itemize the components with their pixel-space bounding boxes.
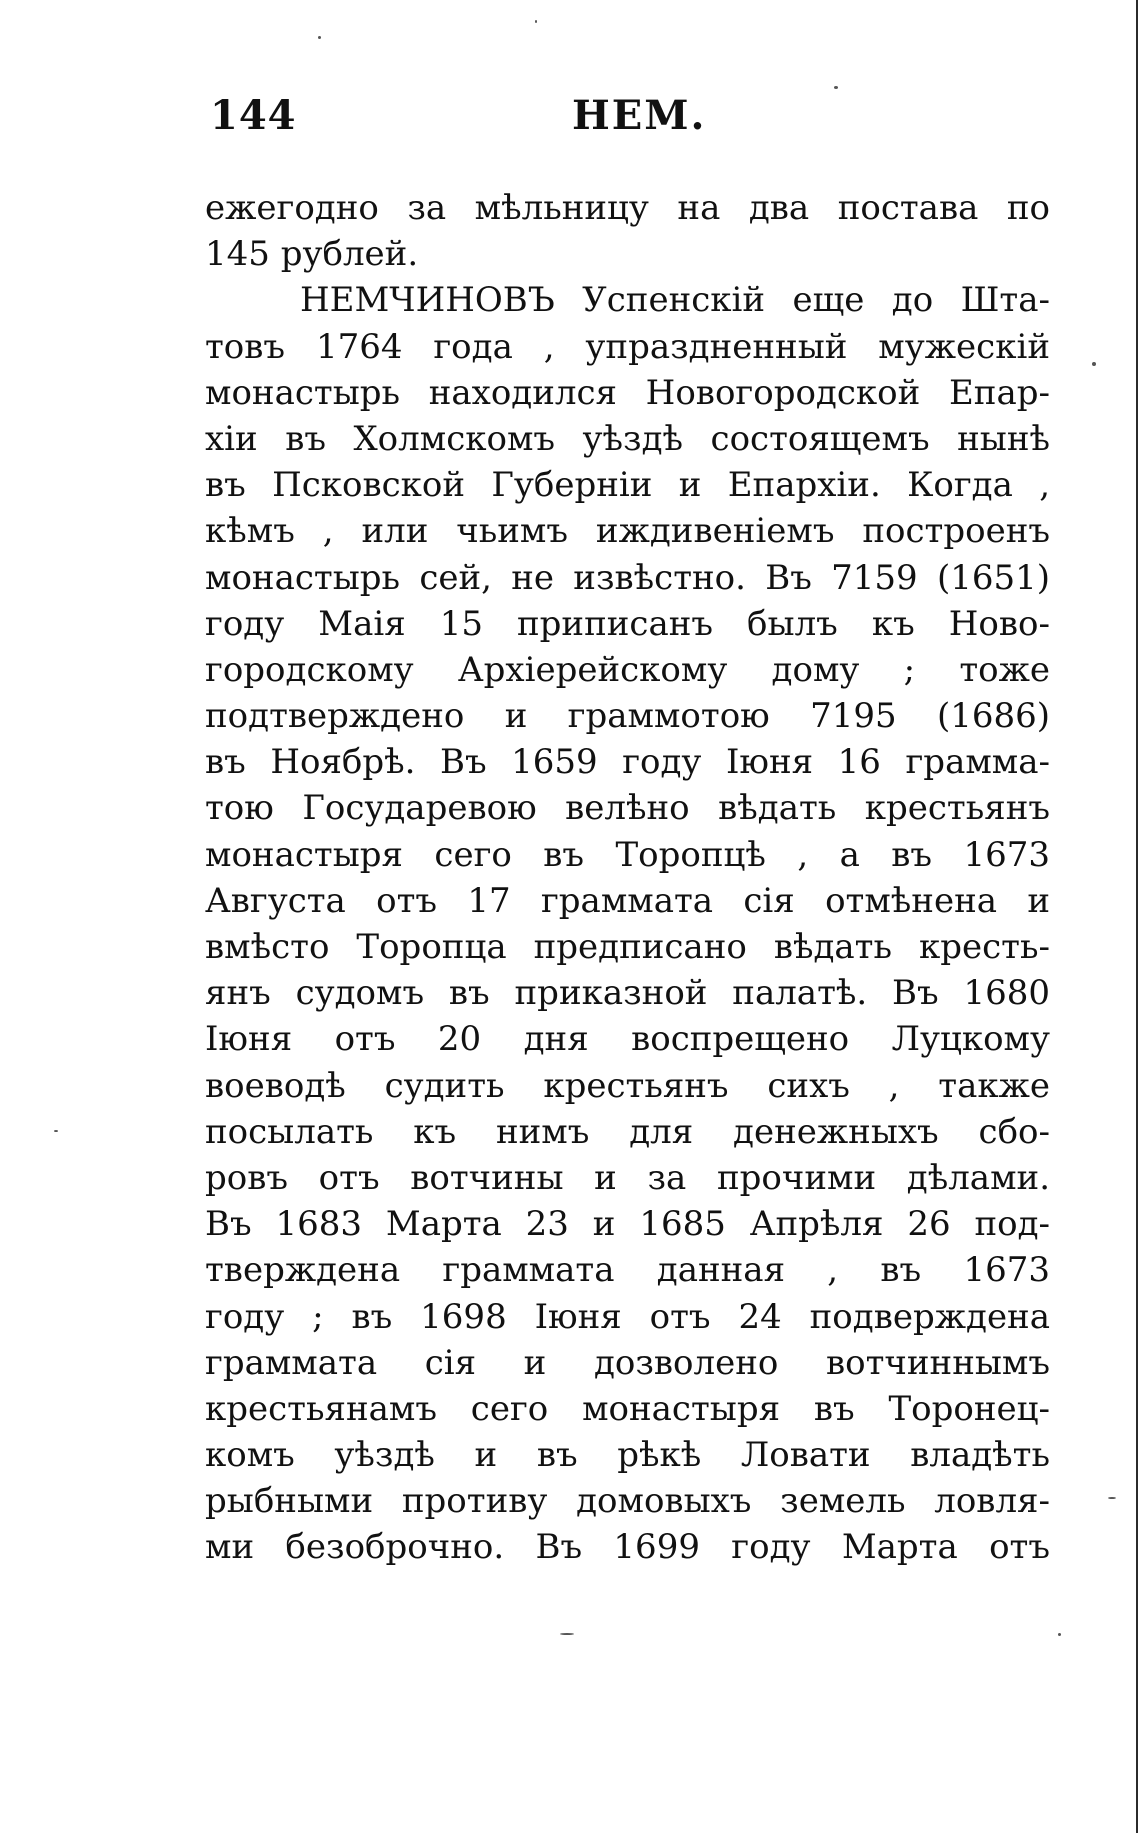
text-line: вмѣсто Торопца предписано вѣдать кресть- bbox=[205, 927, 1050, 967]
text-line: хіи въ Холмскомъ уѣздѣ состоящемъ нынѣ bbox=[205, 418, 1050, 459]
text-line: Въ 1683 Марта 23 и 1685 Апрѣля 26 под- bbox=[205, 1204, 1050, 1245]
page-edge-rule bbox=[1136, 0, 1138, 1833]
scan-speck bbox=[1108, 1497, 1116, 1499]
page-number: 144 bbox=[210, 92, 297, 139]
text-line: монастырь находился Новогородской Епар- bbox=[205, 372, 1050, 413]
text-line: году Маія 15 приписанъ былъ къ Ново- bbox=[205, 603, 1050, 644]
scan-speck bbox=[834, 86, 838, 89]
text-line: янъ судомъ въ приказной палатѣ. Въ 1680 bbox=[205, 973, 1050, 1014]
text-line: 145 рублей. bbox=[205, 234, 419, 275]
scan-speck bbox=[318, 36, 321, 39]
body-text bbox=[205, 185, 1050, 1571]
text-line: воеводѣ судить крестьянъ сихъ , также bbox=[205, 1065, 1050, 1106]
running-head: НЕМ. bbox=[572, 92, 707, 139]
page-header bbox=[210, 92, 1050, 152]
text-line: граммата сія и дозволено вотчиннымъ bbox=[205, 1342, 1050, 1383]
text-line: ровъ отъ вотчины и за прочими дѣлами. bbox=[205, 1157, 1050, 1198]
text-line: году ; въ 1698 Іюня отъ 24 подверждена bbox=[205, 1296, 1050, 1337]
text-line: посылать къ нимъ для денежныхъ сбо- bbox=[205, 1111, 1050, 1152]
text-line: Августа отъ 17 граммата сія отмѣнена и bbox=[205, 880, 1050, 921]
text-line: въ Ноябрѣ. Въ 1659 году Іюня 16 грамма- bbox=[205, 742, 1050, 783]
text-line: тою Государевою велѣно вѣдать крестьянъ bbox=[205, 788, 1050, 829]
text-line: монастыря сего въ Торопцѣ , а въ 1673 bbox=[205, 834, 1050, 875]
text-line: въ Псковской Губерніи и Епархіи. Когда , bbox=[205, 465, 1050, 506]
text-line: рыбными противу домовыхъ земель ловля- bbox=[205, 1481, 1050, 1522]
text-line: Іюня отъ 20 дня воспрещено Луцкому bbox=[205, 1019, 1050, 1060]
text-line: городскому Архіерейскому дому ; тоже bbox=[205, 649, 1050, 690]
text-line: крестьянамъ сего монастыря въ Торонец- bbox=[205, 1388, 1050, 1429]
scan-speck bbox=[535, 20, 537, 23]
scan-speck bbox=[1058, 1633, 1061, 1636]
text-line: ми безоброчно. Въ 1699 году Марта отъ bbox=[205, 1527, 1050, 1568]
scan-speck bbox=[560, 1633, 574, 1635]
text-line: товъ 1764 года , упраздненный мужескій bbox=[205, 326, 1050, 367]
scan-speck bbox=[1092, 362, 1096, 366]
text-line: кѣмъ , или чьимъ иждивеніемъ построенъ bbox=[205, 511, 1050, 552]
text-line: комъ уѣздѣ и въ рѣкѣ Ловати владѣть bbox=[205, 1435, 1050, 1476]
text-line: монастырь сей, не извѣстно. Въ 7159 (1651) bbox=[205, 557, 1050, 598]
scan-speck bbox=[54, 1130, 58, 1132]
text-line: ежегодно за мѣльницу на два постава по bbox=[205, 188, 1050, 228]
text-line: НЕМЧИНОВЪ Успенскій еще до Шта- bbox=[300, 280, 1050, 321]
text-line: подтверждено и граммотою 7195 (1686) bbox=[205, 696, 1050, 737]
text-line: тверждена граммата данная , въ 1673 bbox=[205, 1250, 1050, 1291]
